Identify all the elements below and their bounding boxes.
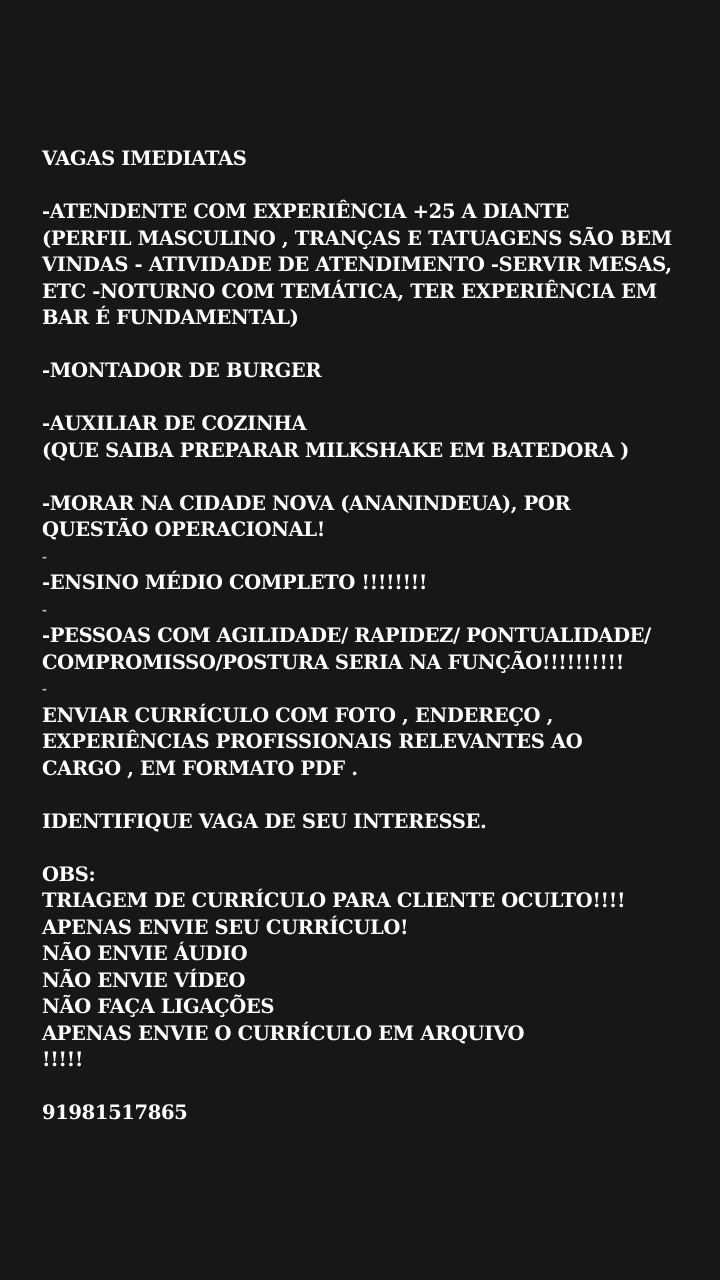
requirement-location xyxy=(42,491,682,544)
send-instructions-line: ENVIAR CURRÍCULO COM FOTO , ENDEREÇO , xyxy=(42,703,554,727)
job-kitchen-line: (QUE SAIBA PREPARAR MILKSHAKE EM BATEDORA ) xyxy=(42,438,629,462)
requirement-profile-line: -PESSOAS COM AGILIDADE/ RAPIDEZ/ PONTUALIDADE/ xyxy=(42,624,651,647)
job-kitchen-line: -AUXILIAR DE COZINHA xyxy=(42,412,307,435)
contact-phone: 91981517865 xyxy=(42,1101,188,1124)
obs-line: NÃO FAÇA LIGAÇÕES xyxy=(42,995,275,1018)
obs-line: NÃO ENVIE VÍDEO xyxy=(42,968,246,992)
send-instructions-line: CARGO , EM FORMATO PDF . xyxy=(42,756,358,780)
send-instructions-line: EXPERIÊNCIAS PROFISSIONAIS RELEVANTES AO xyxy=(42,730,583,753)
job-attendant-line: ETC -NOTURNO COM TEMÁTICA, TER EXPERIÊNCIA EM xyxy=(42,279,657,303)
obs-line: APENAS ENVIE O CURRÍCULO EM ARQUIVO xyxy=(42,1021,525,1045)
post-title: VAGAS IMEDIATAS xyxy=(42,147,247,170)
job-attendant-line: BAR É FUNDAMENTAL) xyxy=(42,306,299,329)
job-attendant-line: -ATENDENTE COM EXPERIÊNCIA +25 A DIANTE xyxy=(42,200,569,223)
obs-line: TRIAGEM DE CURRÍCULO PARA CLIENTE OCULTO!!!! xyxy=(42,889,626,912)
requirement-education xyxy=(42,570,682,597)
requirement-location-line: -MORAR NA CIDADE NOVA (ANANINDEUA), POR xyxy=(42,491,571,515)
obs-section xyxy=(42,862,682,1074)
requirement-profile-line: COMPROMISSO/POSTURA SERIA NA FUNÇÃO!!!!!!!!!! xyxy=(42,650,624,674)
job-attendant xyxy=(42,199,682,332)
separator-dash: - xyxy=(42,602,47,617)
job-burger-line: -MONTADOR DE BURGER xyxy=(42,359,322,382)
job-attendant-line: (PERFIL MASCULINO , TRANÇAS E TATUAGENS SÃO BEM xyxy=(42,226,672,250)
obs-line: !!!!! xyxy=(42,1048,84,1071)
separator-dash: - xyxy=(42,549,47,564)
job-kitchen-assistant xyxy=(42,411,682,464)
job-attendant-line: VINDAS - ATIVIDADE DE ATENDIMENTO -SERVIR MESAS, xyxy=(42,253,672,276)
post-text-block xyxy=(42,146,682,1127)
obs-line: NÃO ENVIE ÁUDIO xyxy=(42,942,248,965)
obs-line: APENAS ENVIE SEU CURRÍCULO! xyxy=(42,915,409,939)
requirement-profile xyxy=(42,623,682,676)
send-instructions xyxy=(42,703,682,783)
job-burger-assembler xyxy=(42,358,682,385)
requirement-education-line: -ENSINO MÉDIO COMPLETO !!!!!!!! xyxy=(42,571,428,594)
requirement-location-line: QUESTÃO OPERACIONAL! xyxy=(42,518,325,541)
identify-job-note: IDENTIFIQUE VAGA DE SEU INTERESSE. xyxy=(42,809,487,833)
separator-dash: - xyxy=(42,682,47,696)
obs-label: OBS: xyxy=(42,862,96,886)
